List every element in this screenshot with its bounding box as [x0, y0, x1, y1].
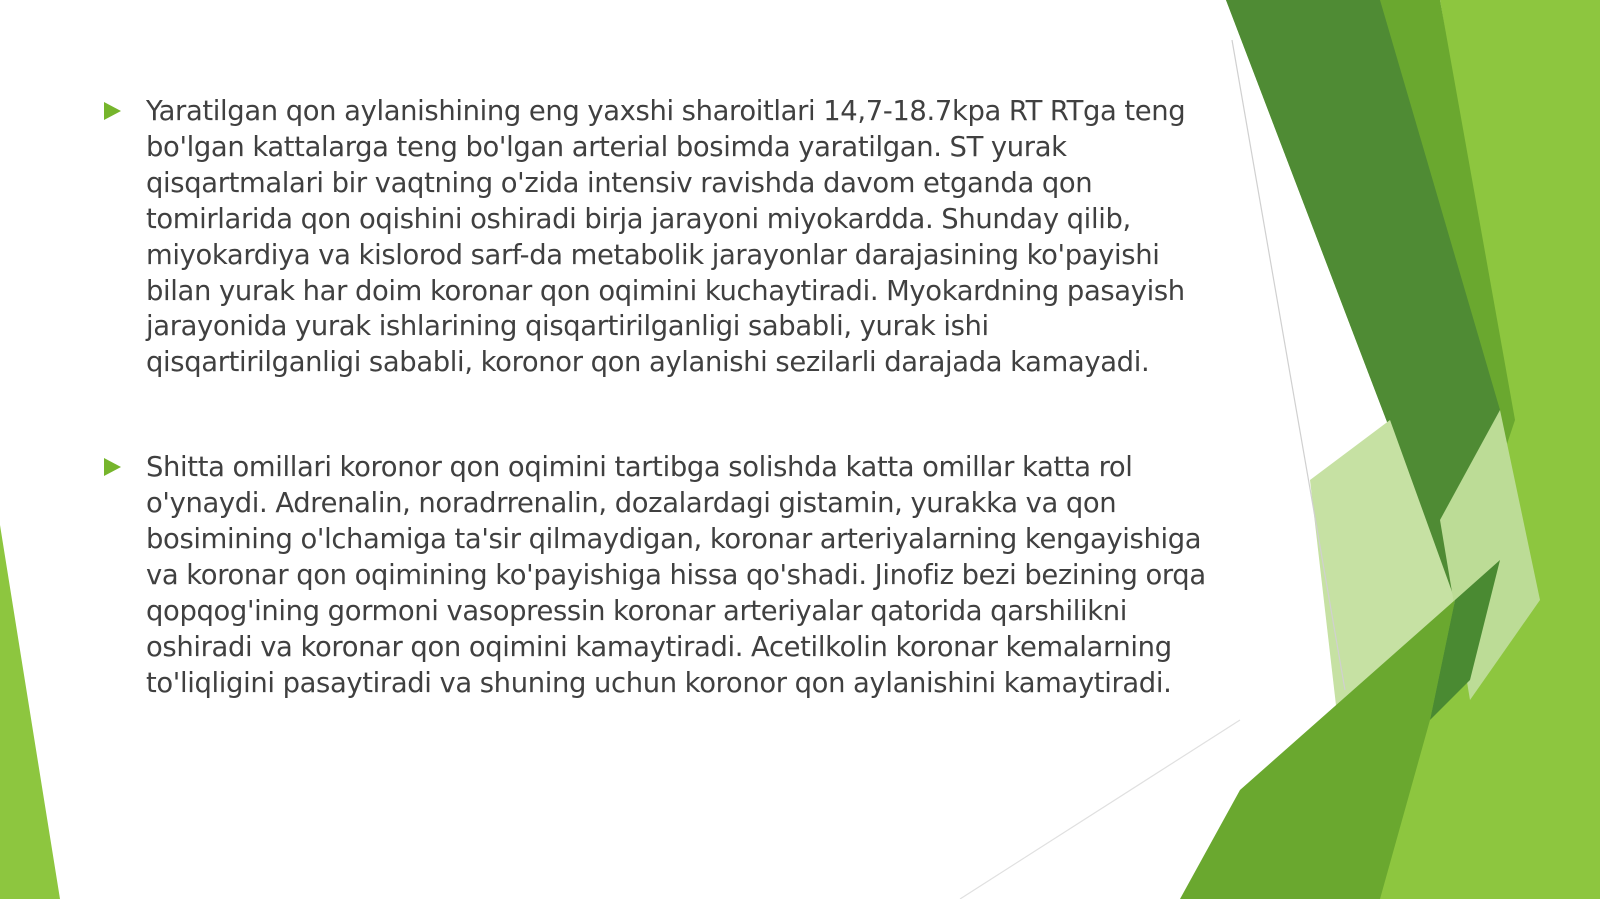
- bullet-text: Shitta omillari koronor qon oqimini tartibga solishda katta omillar katta rol o'ynaydi. Adrenalin, noradrrenalin, dozalardagi gistamin, yurakka va qon bosimining o'lchamiga ta'sir qilmaydigan, koronar arteriyalarning kengayishiga va koronar qon oqimining ko'payishiga hissa qo'shadi. Jinofiz bezi bezining orqa qopqog'ining gormoni vasopressin koronar arteriyalar qatorida qarshilikni oshiradi va koronar qon oqimini kamaytiradi. Acetilkolin koronar kemalarning to'liqligini pasaytiradi va shuning uchun koronor qon aylanishini kamaytiradi.: [146, 452, 1206, 699]
- slide-content: [98, 94, 1208, 702]
- left-green-wedge: [0, 525, 60, 899]
- bullet-item-1: [98, 94, 1208, 381]
- bullet-text: Yaratilgan qon aylanishining eng yaxshi sharoitlari 14,7-18.7kpa RT RTga teng bo'lgan kattalarga teng bo'lgan arterial bosimda yaratilgan. ST yurak qisqartmalari bir vaqtning o'zida intensiv ravishda davom etganda qon tomirlarida qon oqishini oshiradi birja jarayoni miyokardda. Shunday qilib, miyokardiya va kislorod sarf-da metabolik jarayonlar darajasining ko'payishi bilan yurak har doim koronar qon oqimini kuchaytiradi. Myokardning pasayish jarayonida yurak ishlarining qisqartirilganligi sababli, yurak ishi qisqartirilganligi sababli, koronor qon aylanishi sezilarli darajada kamayadi.: [146, 96, 1186, 379]
- triangle-bullet-icon: [104, 458, 121, 476]
- bullet-item-2: [98, 450, 1208, 701]
- triangle-bullet-icon: [104, 102, 121, 120]
